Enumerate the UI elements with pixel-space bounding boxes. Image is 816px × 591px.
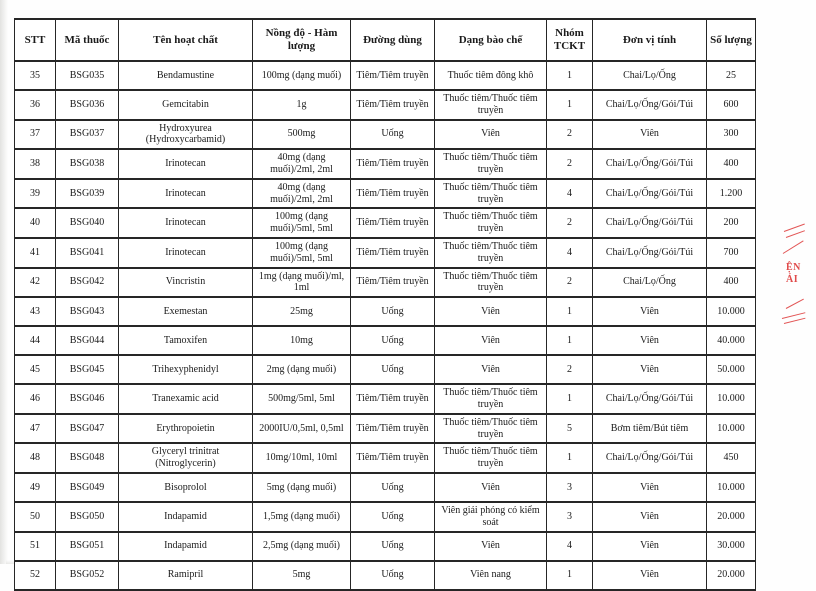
cell-nhom-tckt: 2 [547, 120, 593, 150]
table-row [15, 561, 756, 590]
cell-nong-do-ham-luong: 5mg [253, 561, 351, 590]
table-row [15, 61, 756, 90]
cell-duong-dung: Tiêm/Tiêm truyền [351, 414, 435, 444]
table-row [15, 149, 756, 179]
cell-stt: 44 [15, 326, 56, 355]
cell-ten-hoat-chat: Glyceryl trinitrat (Nitroglycerin) [119, 443, 253, 473]
cell-duong-dung: Uống [351, 120, 435, 150]
cell-so-luong: 200 [707, 208, 756, 238]
cell-ten-hoat-chat: Irinotecan [119, 208, 253, 238]
cell-stt: 52 [15, 561, 56, 590]
cell-nhom-tckt: 1 [547, 326, 593, 355]
cell-nhom-tckt: 2 [547, 268, 593, 298]
cell-don-vi-tinh: Chai/Lọ/Ống/Gói/Túi [593, 384, 707, 414]
cell-dang-bao-che: Viên giải phóng có kiểm soát [435, 502, 547, 532]
cell-don-vi-tinh: Viên [593, 355, 707, 384]
cell-ma-thuoc: BSG050 [56, 502, 119, 532]
cell-ma-thuoc: BSG039 [56, 179, 119, 209]
cell-duong-dung: Uống [351, 473, 435, 502]
cell-ma-thuoc: BSG043 [56, 297, 119, 326]
cell-ma-thuoc: BSG042 [56, 268, 119, 298]
cell-ma-thuoc: BSG051 [56, 532, 119, 561]
cell-don-vi-tinh: Bơm tiêm/Bút tiêm [593, 414, 707, 444]
cell-dang-bao-che: Viên [435, 355, 547, 384]
cell-ten-hoat-chat: Ramipril [119, 561, 253, 590]
cell-nhom-tckt: 2 [547, 355, 593, 384]
column-header-ten-hoat-chat: Tên hoạt chất [119, 19, 253, 61]
cell-nong-do-ham-luong: 40mg (dạng muối)/2ml, 2ml [253, 179, 351, 209]
table-row [15, 414, 756, 444]
column-header-so-luong: Số lượng [707, 19, 756, 61]
column-header-nong-do-ham-luong: Nồng độ - Hàm lượng [253, 19, 351, 61]
cell-ten-hoat-chat: Erythropoietin [119, 414, 253, 444]
cell-nong-do-ham-luong: 5mg (dạng muối) [253, 473, 351, 502]
red-pen-stroke [786, 230, 805, 238]
cell-nhom-tckt: 5 [547, 414, 593, 444]
cell-duong-dung: Uống [351, 297, 435, 326]
cell-duong-dung: Uống [351, 326, 435, 355]
cell-so-luong: 20.000 [707, 561, 756, 590]
cell-ten-hoat-chat: Indapamid [119, 502, 253, 532]
cell-nong-do-ham-luong: 1mg (dạng muối)/ml, 1ml [253, 268, 351, 298]
cell-duong-dung: Tiêm/Tiêm truyền [351, 61, 435, 90]
cell-ten-hoat-chat: Tamoxifen [119, 326, 253, 355]
column-header-stt: STT [15, 19, 56, 61]
cell-nhom-tckt: 3 [547, 473, 593, 502]
cell-nong-do-ham-luong: 1,5mg (dạng muối) [253, 502, 351, 532]
cell-so-luong: 450 [707, 443, 756, 473]
cell-stt: 36 [15, 90, 56, 120]
cell-stt: 46 [15, 384, 56, 414]
cell-ten-hoat-chat: Irinotecan [119, 238, 253, 268]
cell-dang-bao-che: Viên [435, 326, 547, 355]
cell-stt: 41 [15, 238, 56, 268]
cell-dang-bao-che: Thuốc tiêm đông khô [435, 61, 547, 90]
cell-so-luong: 40.000 [707, 326, 756, 355]
cell-don-vi-tinh: Chai/Lọ/Ống/Gói/Túi [593, 179, 707, 209]
cell-nong-do-ham-luong: 2mg (dạng muối) [253, 355, 351, 384]
cell-nhom-tckt: 4 [547, 532, 593, 561]
cell-don-vi-tinh: Chai/Lọ/Ống/Gói/Túi [593, 208, 707, 238]
table-row [15, 473, 756, 502]
scan-edge-shadow-left [0, 0, 8, 564]
cell-so-luong: 600 [707, 90, 756, 120]
table-header-row [15, 19, 756, 61]
cell-ten-hoat-chat: Bendamustine [119, 61, 253, 90]
cell-so-luong: 10.000 [707, 414, 756, 444]
table-row [15, 90, 756, 120]
cell-duong-dung: Tiêm/Tiêm truyền [351, 149, 435, 179]
cell-dang-bao-che: Thuốc tiêm/Thuốc tiêm truyền [435, 208, 547, 238]
cell-nhom-tckt: 4 [547, 238, 593, 268]
cell-ma-thuoc: BSG037 [56, 120, 119, 150]
cell-dang-bao-che: Viên [435, 473, 547, 502]
cell-don-vi-tinh: Viên [593, 473, 707, 502]
cell-so-luong: 30.000 [707, 532, 756, 561]
cell-dang-bao-che: Thuốc tiêm/Thuốc tiêm truyền [435, 268, 547, 298]
cell-so-luong: 700 [707, 238, 756, 268]
cell-nong-do-ham-luong: 500mg/5ml, 5ml [253, 384, 351, 414]
cell-so-luong: 1.200 [707, 179, 756, 209]
table-row [15, 384, 756, 414]
cell-ten-hoat-chat: Hydroxyurea (Hydroxycarbamid) [119, 120, 253, 150]
cell-duong-dung: Tiêm/Tiêm truyền [351, 90, 435, 120]
cell-nhom-tckt: 1 [547, 61, 593, 90]
cell-don-vi-tinh: Chai/Lọ/Ống/Gói/Túi [593, 238, 707, 268]
cell-so-luong: 400 [707, 149, 756, 179]
cell-stt: 42 [15, 268, 56, 298]
table-row [15, 443, 756, 473]
cell-nhom-tckt: 2 [547, 149, 593, 179]
cell-nhom-tckt: 1 [547, 384, 593, 414]
cell-dang-bao-che: Thuốc tiêm/Thuốc tiêm truyền [435, 149, 547, 179]
cell-ma-thuoc: BSG036 [56, 90, 119, 120]
cell-so-luong: 20.000 [707, 502, 756, 532]
cell-stt: 39 [15, 179, 56, 209]
cell-nhom-tckt: 4 [547, 179, 593, 209]
cell-don-vi-tinh: Chai/Lọ/Ống [593, 268, 707, 298]
cell-nong-do-ham-luong: 2000IU/0,5ml, 0,5ml [253, 414, 351, 444]
cell-nong-do-ham-luong: 2,5mg (dạng muối) [253, 532, 351, 561]
cell-duong-dung: Uống [351, 502, 435, 532]
cell-dang-bao-che: Thuốc tiêm/Thuốc tiêm truyền [435, 90, 547, 120]
cell-ten-hoat-chat: Irinotecan [119, 179, 253, 209]
cell-nong-do-ham-luong: 100mg (dạng muối) [253, 61, 351, 90]
table-body [15, 61, 756, 590]
cell-nhom-tckt: 1 [547, 443, 593, 473]
cell-dang-bao-che: Viên [435, 120, 547, 150]
cell-dang-bao-che: Thuốc tiêm/Thuốc tiêm truyền [435, 238, 547, 268]
cell-don-vi-tinh: Viên [593, 297, 707, 326]
cell-so-luong: 10.000 [707, 473, 756, 502]
cell-stt: 45 [15, 355, 56, 384]
cell-duong-dung: Tiêm/Tiêm truyền [351, 179, 435, 209]
cell-duong-dung: Tiêm/Tiêm truyền [351, 268, 435, 298]
cell-stt: 47 [15, 414, 56, 444]
cell-nong-do-ham-luong: 10mg/10ml, 10ml [253, 443, 351, 473]
cell-ma-thuoc: BSG038 [56, 149, 119, 179]
cell-stt: 48 [15, 443, 56, 473]
column-header-duong-dung: Đường dùng [351, 19, 435, 61]
cell-dang-bao-che: Viên nang [435, 561, 547, 590]
red-pen-stroke [783, 240, 804, 254]
cell-nong-do-ham-luong: 1g [253, 90, 351, 120]
cell-duong-dung: Tiêm/Tiêm truyền [351, 443, 435, 473]
cell-stt: 38 [15, 149, 56, 179]
cell-stt: 37 [15, 120, 56, 150]
cell-ma-thuoc: BSG041 [56, 238, 119, 268]
red-pen-stroke [786, 299, 804, 309]
cell-so-luong: 25 [707, 61, 756, 90]
cell-nhom-tckt: 2 [547, 208, 593, 238]
cell-so-luong: 10.000 [707, 297, 756, 326]
cell-ten-hoat-chat: Bisoprolol [119, 473, 253, 502]
cell-don-vi-tinh: Viên [593, 502, 707, 532]
cell-dang-bao-che: Viên [435, 297, 547, 326]
cell-dang-bao-che: Thuốc tiêm/Thuốc tiêm truyền [435, 179, 547, 209]
cell-ma-thuoc: BSG047 [56, 414, 119, 444]
cell-nong-do-ham-luong: 100mg (dạng muối)/5ml, 5ml [253, 208, 351, 238]
column-header-ma-thuoc: Mã thuốc [56, 19, 119, 61]
cell-stt: 40 [15, 208, 56, 238]
cell-nhom-tckt: 1 [547, 297, 593, 326]
cell-so-luong: 300 [707, 120, 756, 150]
table-row [15, 268, 756, 298]
cell-ma-thuoc: BSG040 [56, 208, 119, 238]
column-header-nhom-tckt: Nhóm TCKT [547, 19, 593, 61]
cell-dang-bao-che: Viên [435, 532, 547, 561]
cell-duong-dung: Uống [351, 355, 435, 384]
cell-don-vi-tinh: Chai/Lọ/Ống/Gói/Túi [593, 149, 707, 179]
red-stamp-line1: ỆN [786, 262, 801, 273]
table-row [15, 238, 756, 268]
cell-duong-dung: Tiêm/Tiêm truyền [351, 238, 435, 268]
cell-don-vi-tinh: Chai/Lọ/Ống/Gói/Túi [593, 443, 707, 473]
cell-ten-hoat-chat: Tranexamic acid [119, 384, 253, 414]
column-header-dang-bao-che: Dạng bào chế [435, 19, 547, 61]
red-stamp-line2: ẢI [786, 274, 799, 285]
cell-don-vi-tinh: Viên [593, 561, 707, 590]
cell-nong-do-ham-luong: 10mg [253, 326, 351, 355]
cell-nhom-tckt: 1 [547, 90, 593, 120]
cell-don-vi-tinh: Viên [593, 120, 707, 150]
cell-dang-bao-che: Thuốc tiêm/Thuốc tiêm truyền [435, 414, 547, 444]
cell-duong-dung: Uống [351, 532, 435, 561]
cell-ten-hoat-chat: Indapamid [119, 532, 253, 561]
cell-duong-dung: Tiêm/Tiêm truyền [351, 384, 435, 414]
cell-nong-do-ham-luong: 100mg (dạng muối)/5ml, 5ml [253, 238, 351, 268]
table-row [15, 179, 756, 209]
table-row [15, 297, 756, 326]
cell-ten-hoat-chat: Exemestan [119, 297, 253, 326]
drug-list-table [14, 18, 756, 591]
cell-don-vi-tinh: Chai/Lọ/Ống/Gói/Túi [593, 90, 707, 120]
cell-ma-thuoc: BSG052 [56, 561, 119, 590]
table-row [15, 208, 756, 238]
cell-ma-thuoc: BSG046 [56, 384, 119, 414]
cell-so-luong: 10.000 [707, 384, 756, 414]
table-row [15, 532, 756, 561]
cell-nong-do-ham-luong: 25mg [253, 297, 351, 326]
cell-so-luong: 400 [707, 268, 756, 298]
red-pen-stroke [784, 318, 806, 324]
cell-duong-dung: Uống [351, 561, 435, 590]
cell-nong-do-ham-luong: 500mg [253, 120, 351, 150]
cell-dang-bao-che: Thuốc tiêm/Thuốc tiêm truyền [435, 443, 547, 473]
cell-nong-do-ham-luong: 40mg (dạng muối)/2ml, 2ml [253, 149, 351, 179]
column-header-don-vi-tinh: Đơn vị tính [593, 19, 707, 61]
cell-ten-hoat-chat: Trihexyphenidyl [119, 355, 253, 384]
cell-dang-bao-che: Thuốc tiêm/Thuốc tiêm truyền [435, 384, 547, 414]
cell-ma-thuoc: BSG035 [56, 61, 119, 90]
cell-don-vi-tinh: Viên [593, 532, 707, 561]
table-row [15, 502, 756, 532]
cell-ten-hoat-chat: Vincristin [119, 268, 253, 298]
cell-stt: 50 [15, 502, 56, 532]
cell-stt: 51 [15, 532, 56, 561]
cell-ten-hoat-chat: Gemcitabin [119, 90, 253, 120]
cell-nhom-tckt: 1 [547, 561, 593, 590]
cell-stt: 49 [15, 473, 56, 502]
cell-nhom-tckt: 3 [547, 502, 593, 532]
cell-so-luong: 50.000 [707, 355, 756, 384]
red-stamp-text-fragment [786, 262, 816, 286]
cell-duong-dung: Tiêm/Tiêm truyền [351, 208, 435, 238]
cell-ma-thuoc: BSG045 [56, 355, 119, 384]
cell-stt: 43 [15, 297, 56, 326]
cell-ma-thuoc: BSG049 [56, 473, 119, 502]
cell-ten-hoat-chat: Irinotecan [119, 149, 253, 179]
table-row [15, 120, 756, 150]
cell-don-vi-tinh: Viên [593, 326, 707, 355]
cell-ma-thuoc: BSG048 [56, 443, 119, 473]
table-row [15, 326, 756, 355]
table-row [15, 355, 756, 384]
cell-don-vi-tinh: Chai/Lọ/Ống [593, 61, 707, 90]
cell-ma-thuoc: BSG044 [56, 326, 119, 355]
cell-stt: 35 [15, 61, 56, 90]
